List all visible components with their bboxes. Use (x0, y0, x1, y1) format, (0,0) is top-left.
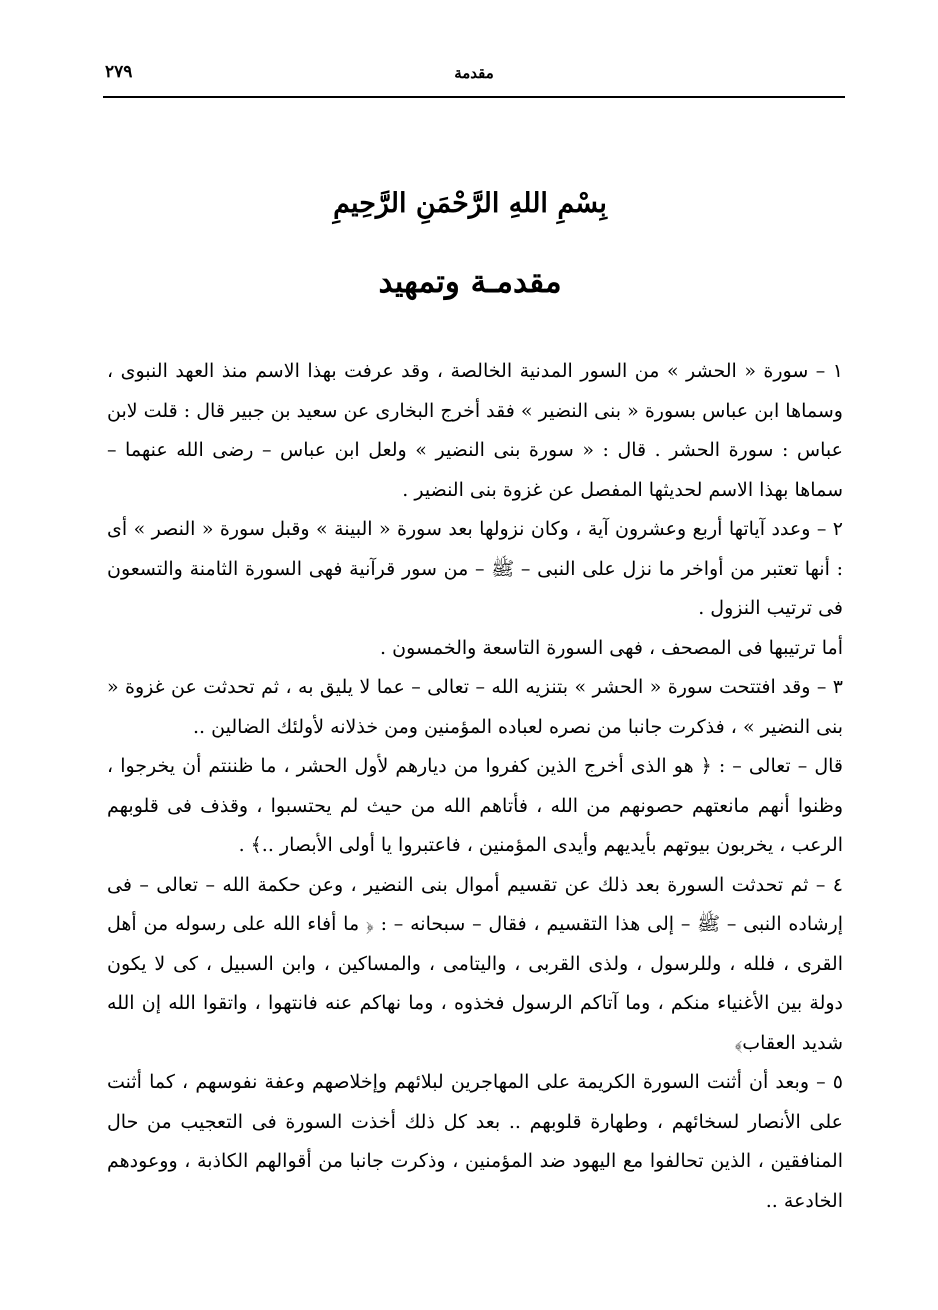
paragraph-7: ٥ – وبعد أن أثنت السورة الكريمة على المهاجرين لبلائهم وإخلاصهم وعفة نفوسهم ، كما أثنت على الأنصار لسخائهم ، وطهارة قلوبهم .. بعد كل ذلك أخذت السورة فى التعجيب من حال المنافقين ، الذين تحالفوا مع اليهود ضد المؤمنين ، وذكرت جانبا من أقوالهم الكاذبة ، ووعودهم الخادعة .. (107, 1071, 843, 1212)
paragraph-5: قال – تعالى – : ﴿ هو الذى أخرج الذين كفروا من ديارهم لأول الحشر ، ما ظننتم أن يخرجوا ، وظنوا أنهم مانعتهم حصونهم من الله ، فأتاهم الله من حيث لم يحتسبوا ، وقذف فى قلوبهم الرعب ، يخربون بيوتهم بأيديهم وأيدى المؤمنين ، فاعتبروا يا أولى الأبصار ..﴾ . (107, 755, 843, 856)
page-number: ٢٧٩ (105, 62, 133, 82)
paragraph-6: ٤ – ثم تحدثت السورة بعد ذلك عن تقسيم أموال بنى النضير ، وعن حكمة الله – تعالى – فى إرشاده النبى – ﷺ – إلى هذا التقسيم ، فقال – سبحانه – : ﴿ ما أفاء الله على رسوله من أهل القرى ، فلله ، وللرسول ، ولذى القربى ، واليتامى ، والمساكين ، وابن السبيل ، كى لا يكون دولة بين الأغنياء منكم ، وما آتاكم الرسول فخذوه ، وما نهاكم عنه فانتهوا ، واتقوا الله إن الله شديد العقاب﴾ (107, 873, 843, 1054)
running-title: مقدمة (454, 64, 494, 82)
basmala-text: بِسْمِ اللهِ الرَّحْمَنِ الرَّحِيمِ (333, 188, 607, 219)
paragraph-4: ٣ – وقد افتتحت سورة « الحشر » بتنزيه الله – تعالى – عما لا يليق به ، ثم تحدثت عن غزوة « بنى النضير » ، فذكرت جانبا من نصره لعباده المؤمنين ومن خذلانه لأولئك الضالين .. (107, 676, 843, 738)
body-text (107, 352, 843, 1221)
running-header (103, 56, 845, 98)
paragraph-2: ٢ – وعدد آياتها أربع وعشرون آية ، وكان نزولها بعد سورة « البينة » وقبل سورة « النصر » أى : أنها تعتبر من أواخر ما نزل على النبى – ﷺ – من سور قرآنية فهى السورة الثامنة والتسعون فى ترتيب النزول . (107, 518, 843, 619)
section-heading: مقدمـة وتمهيد (378, 264, 562, 300)
paragraph-1: ١ – سورة « الحشر » من السور المدنية الخالصة ، وقد عرفت بهذا الاسم منذ العهد النبوى ، وسماها ابن عباس بسورة « بنى النضير » فقد أخرج البخارى عن سعيد بن جبير قال : قلت لابن عباس : سورة الحشر . قال : « سورة بنى النضير » ولعل ابن عباس – رضى الله عنهما – سماها بهذا الاسم لحديثها المفصل عن غزوة بنى النضير . (107, 360, 843, 501)
basmala (300, 188, 640, 219)
paragraph-3: أما ترتيبها فى المصحف ، فهى السورة التاسعة والخمسون . (380, 636, 843, 659)
